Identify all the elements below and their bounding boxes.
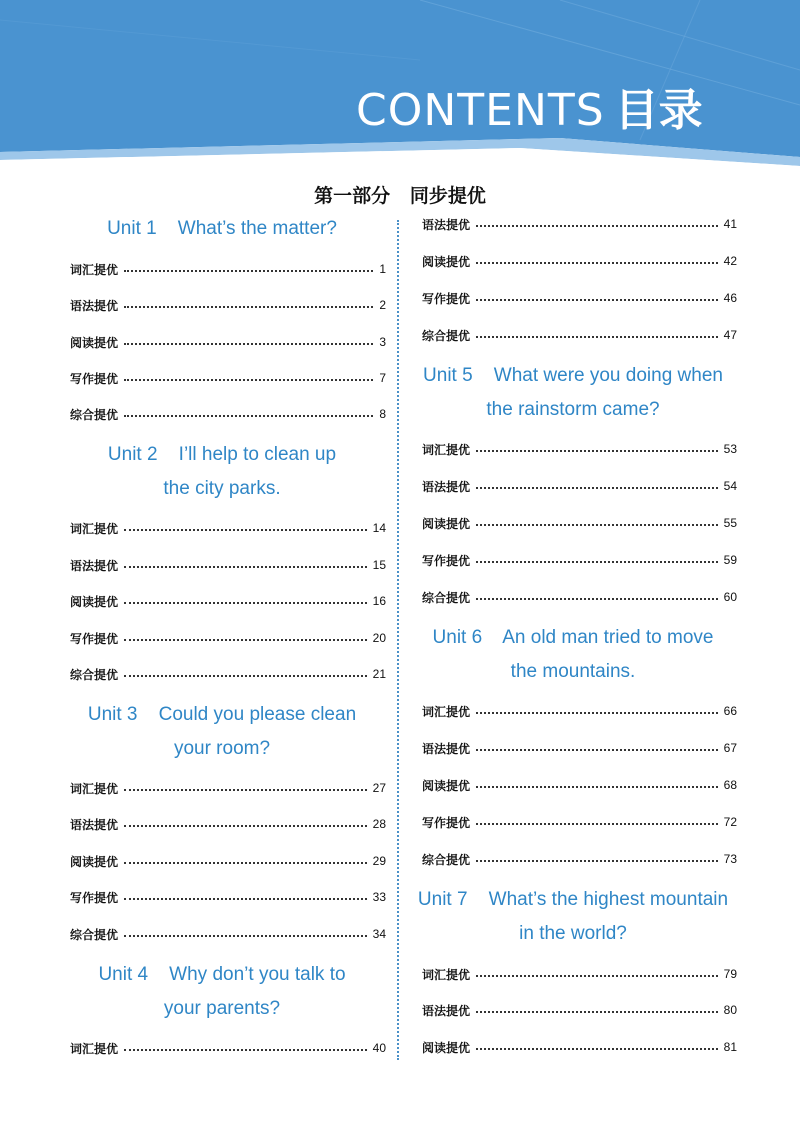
dot-leader [476, 561, 718, 563]
dot-leader [124, 825, 367, 827]
dot-leader [124, 379, 373, 381]
toc-entry[interactable] [70, 924, 386, 944]
dot-leader [124, 270, 373, 272]
toc-entry-label: 语法提优 [422, 217, 471, 232]
contents-title [356, 86, 703, 136]
toc-entry-label: 写作提优 [422, 815, 471, 830]
toc-entry-label: 阅读提优 [422, 254, 471, 269]
toc-entry-page-number: 27 [372, 781, 386, 795]
toc-entry-page-number: 68 [723, 778, 737, 792]
toc-entry-page-number: 33 [372, 890, 386, 904]
unit-heading-line: Unit 2 I’ll help to clean up [107, 444, 337, 465]
toc-entry[interactable] [70, 259, 386, 279]
toc-entry-page-number: 20 [372, 631, 386, 645]
toc-entry-page-number: 16 [372, 594, 386, 608]
unit-heading-line: the city parks. [163, 478, 281, 499]
toc-entry-page-number: 59 [723, 553, 737, 567]
unit-heading-line: Unit 3 Could you please clean [87, 704, 357, 725]
toc-entry-page-number: 41 [723, 217, 737, 231]
dot-leader [124, 343, 373, 345]
toc-entry[interactable] [70, 1038, 386, 1058]
toc-entry-label: 词汇提优 [422, 704, 471, 719]
unit-heading-line: your parents? [163, 998, 281, 1019]
dot-leader [476, 487, 718, 489]
toc-entry[interactable] [422, 775, 737, 795]
unit-heading[interactable] [373, 359, 773, 427]
toc-entry-label: 阅读提优 [422, 1040, 471, 1055]
toc-entry-page-number: 7 [379, 371, 386, 385]
toc-entry-label: 综合提优 [422, 852, 471, 867]
dot-leader [124, 935, 367, 937]
toc-entry[interactable] [422, 325, 737, 345]
toc-entry[interactable] [422, 964, 737, 984]
toc-entry[interactable] [70, 887, 386, 907]
toc-entry-page-number: 1 [379, 262, 386, 276]
toc-entry[interactable] [422, 812, 737, 832]
toc-entry[interactable] [422, 738, 737, 758]
dot-leader [476, 1048, 718, 1050]
toc-entry-page-number: 15 [372, 558, 386, 572]
toc-entry-label: 阅读提优 [70, 335, 119, 350]
dot-leader [476, 749, 718, 751]
toc-entry-page-number: 40 [372, 1041, 386, 1055]
dot-leader [124, 415, 373, 417]
toc-entry-page-number: 54 [723, 479, 737, 493]
toc-entry-page-number: 66 [723, 704, 737, 718]
toc-entry[interactable] [422, 251, 737, 271]
dot-leader [124, 789, 367, 791]
toc-entry-label: 词汇提优 [70, 262, 119, 277]
toc-entry[interactable] [422, 1037, 737, 1057]
contents-title-chinese: 目录 [614, 85, 703, 136]
dot-leader [124, 306, 373, 308]
toc-entry-page-number: 34 [372, 927, 386, 941]
dot-leader [124, 566, 367, 568]
toc-entry-page-number: 73 [723, 852, 737, 866]
toc-entry-page-number: 55 [723, 516, 737, 530]
toc-entry[interactable] [422, 1000, 737, 1020]
unit-heading-line: Unit 6 An old man tried to move [432, 627, 714, 648]
contents-header-banner [0, 0, 800, 175]
toc-entry-label: 阅读提优 [70, 854, 119, 869]
toc-entry-label: 词汇提优 [422, 967, 471, 982]
part-title: 第一部分 同步提优 [314, 185, 486, 207]
toc-entry[interactable] [422, 701, 737, 721]
toc-entry-page-number: 47 [723, 328, 737, 342]
toc-entry-label: 阅读提优 [422, 516, 471, 531]
toc-entry-label: 综合提优 [70, 927, 119, 942]
toc-entry-page-number: 67 [723, 741, 737, 755]
toc-entry[interactable] [70, 332, 386, 352]
toc-entry-label: 词汇提优 [70, 781, 119, 796]
toc-entry-label: 阅读提优 [70, 594, 119, 609]
toc-entry-page-number: 79 [723, 967, 737, 981]
toc-entry[interactable] [70, 628, 386, 648]
toc-entry[interactable] [70, 404, 386, 424]
dot-leader [476, 975, 718, 977]
toc-entry-label: 语法提优 [422, 1003, 471, 1018]
unit-heading[interactable] [22, 958, 422, 1026]
toc-entry-page-number: 3 [379, 335, 386, 349]
dot-leader [476, 786, 718, 788]
unit-heading-line: Unit 4 Why don’t you talk to [98, 964, 346, 985]
dot-leader [124, 675, 367, 677]
dot-leader [476, 598, 718, 600]
toc-entry-page-number: 81 [723, 1040, 737, 1054]
toc-entry[interactable] [70, 664, 386, 684]
toc-entry-label: 写作提优 [422, 291, 471, 306]
dot-leader [476, 823, 718, 825]
dot-leader [476, 1011, 718, 1013]
unit-heading-line: Unit 5 What were you doing when [423, 365, 723, 386]
toc-entry-label: 综合提优 [422, 590, 471, 605]
toc-entry-page-number: 28 [372, 817, 386, 831]
toc-entry-label: 综合提优 [70, 667, 119, 682]
toc-entry-label: 综合提优 [70, 407, 119, 422]
unit-heading-line: your room? [173, 738, 271, 759]
toc-entry[interactable] [422, 587, 737, 607]
toc-entry[interactable] [70, 368, 386, 388]
toc-entry-page-number: 14 [372, 521, 386, 535]
toc-entry-page-number: 80 [723, 1003, 737, 1017]
toc-entry-label: 词汇提优 [422, 442, 471, 457]
toc-entry-page-number: 29 [372, 854, 386, 868]
toc-entry[interactable] [422, 288, 737, 308]
unit-heading-line: the rainstorm came? [486, 399, 660, 420]
toc-entry[interactable] [422, 513, 737, 533]
toc-entry[interactable] [422, 476, 737, 496]
unit-heading[interactable] [373, 621, 773, 689]
unit-heading[interactable] [22, 698, 422, 766]
toc-entry-label: 词汇提优 [70, 521, 119, 536]
toc-entry[interactable] [422, 214, 737, 234]
toc-entry[interactable] [70, 778, 386, 798]
dot-leader [476, 712, 718, 714]
dot-leader [476, 524, 718, 526]
dot-leader [124, 862, 367, 864]
toc-entry[interactable] [70, 555, 386, 575]
toc-entry[interactable] [422, 439, 737, 459]
unit-heading-line: Unit 7 What’s the highest mountain [417, 889, 729, 910]
dot-leader [476, 299, 718, 301]
toc-entry[interactable] [70, 851, 386, 871]
toc-entry-page-number: 72 [723, 815, 737, 829]
toc-entry[interactable] [422, 849, 737, 869]
toc-entry[interactable] [70, 814, 386, 834]
unit-heading-line: Unit 1 What’s the matter? [107, 218, 337, 239]
dot-leader [124, 898, 367, 900]
dot-leader [476, 225, 718, 227]
toc-entry-page-number: 8 [379, 407, 386, 421]
toc-entry-label: 词汇提优 [70, 1041, 119, 1056]
toc-entry-label: 阅读提优 [422, 778, 471, 793]
unit-heading-line: in the world? [519, 923, 627, 944]
unit-heading-line: the mountains. [510, 661, 636, 682]
toc-entry[interactable] [422, 550, 737, 570]
toc-entry-page-number: 46 [723, 291, 737, 305]
dot-leader [124, 602, 367, 604]
dot-leader [476, 262, 718, 264]
toc-entry-label: 语法提优 [422, 479, 471, 494]
unit-heading[interactable] [22, 212, 422, 246]
toc-entry[interactable] [70, 518, 386, 538]
toc-entry[interactable] [70, 295, 386, 315]
dot-leader [124, 529, 367, 531]
toc-entry-label: 写作提优 [70, 631, 119, 646]
unit-heading[interactable] [373, 883, 773, 951]
toc-entry-page-number: 53 [723, 442, 737, 456]
dot-leader [124, 1049, 367, 1051]
toc-entry-label: 写作提优 [70, 371, 119, 386]
contents-title-english: CONTENTS [356, 85, 605, 136]
toc-entry-label: 语法提优 [422, 741, 471, 756]
toc-entry-label: 综合提优 [422, 328, 471, 343]
toc-entry[interactable] [70, 591, 386, 611]
dot-leader [476, 336, 718, 338]
toc-entry-label: 语法提优 [70, 298, 119, 313]
toc-entry-label: 写作提优 [70, 890, 119, 905]
toc-entry-page-number: 42 [723, 254, 737, 268]
toc-entry-label: 语法提优 [70, 817, 119, 832]
dot-leader [476, 860, 718, 862]
toc-entry-page-number: 60 [723, 590, 737, 604]
toc-entry-page-number: 2 [379, 298, 386, 312]
unit-heading[interactable] [22, 438, 422, 506]
dot-leader [476, 450, 718, 452]
dot-leader [124, 639, 367, 641]
toc-entry-label: 语法提优 [70, 558, 119, 573]
toc-entry-page-number: 21 [372, 667, 386, 681]
toc-entry-label: 写作提优 [422, 553, 471, 568]
